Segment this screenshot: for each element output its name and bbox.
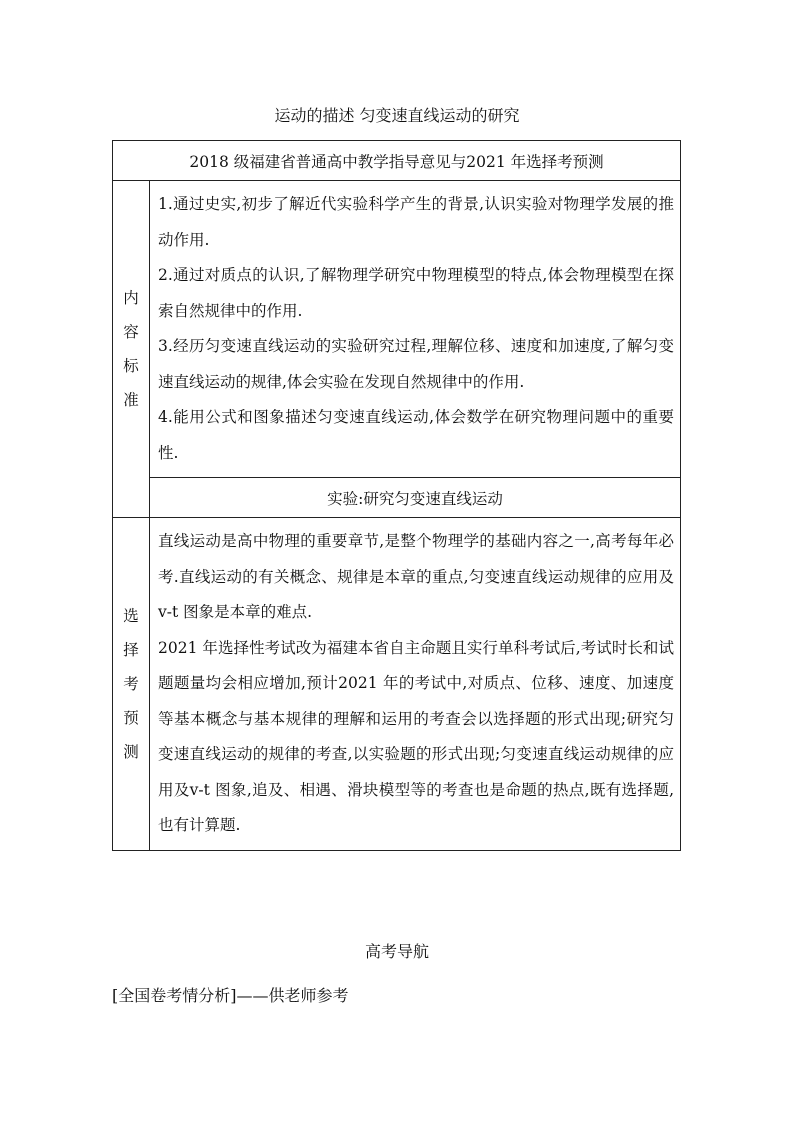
table-header: 2018 级福建省普通高中教学指导意见与2021 年选择考预测	[113, 141, 681, 181]
nav-title: 高考导航	[364, 942, 429, 961]
guidance-table	[112, 140, 681, 851]
standards-content	[150, 181, 681, 478]
prediction-paragraph: 2021 年选择性考试改为福建本省自主命题且实行单科考试后,考试时长和试题题量均会相应增加,预计2021 年的考试中,对质点、位移、速度、加速度等基本概念与基本规律的理解和运用的考查会以选择题的形式出现;研究匀变速直线运动的规律的考查,以实验题的形式出现;匀变速直线运动规律的应用及v-t 图象,追及、相遇、滑块模型等的考查也是命题的热点,既有选择题,也有计算题.	[158, 638, 674, 834]
document-title: 运动的描述 匀变速直线运动的研究	[274, 106, 520, 125]
prediction-paragraph: 直线运动是高中物理的重要章节,是整个物理学的基础内容之一,高考每年必考.直线运动的有关概念、规律是本章的重点,匀变速直线运动规律的应用及v-t 图象是本章的难点.	[158, 532, 674, 621]
section-heading: [全国卷考情分析]——供老师参考	[112, 986, 349, 1005]
standard-item: 3.经历匀变速直线运动的实验研究过程,理解位移、速度和加速度,了解匀变速直线运动的规律,体会实验在发现自然规律中的作用.	[158, 337, 674, 391]
standard-item: 4.能用公式和图象描述匀变速直线运动,体会数学在研究物理问题中的重要性.	[158, 408, 674, 462]
standard-item: 2.通过对质点的认识,了解物理学研究中物理模型的特点,体会物理模型在探索自然规律中的作用.	[158, 266, 674, 320]
standard-item: 1.通过史实,初步了解近代实验科学产生的背景,认识实验对物理学发展的推动作用.	[158, 195, 674, 249]
standards-side-label: 内 容 标 准	[113, 181, 150, 518]
experiment-label: 实验:研究匀变速直线运动	[150, 478, 681, 518]
prediction-side-label: 选 择 考 预 测	[113, 518, 150, 851]
prediction-content	[150, 518, 681, 851]
